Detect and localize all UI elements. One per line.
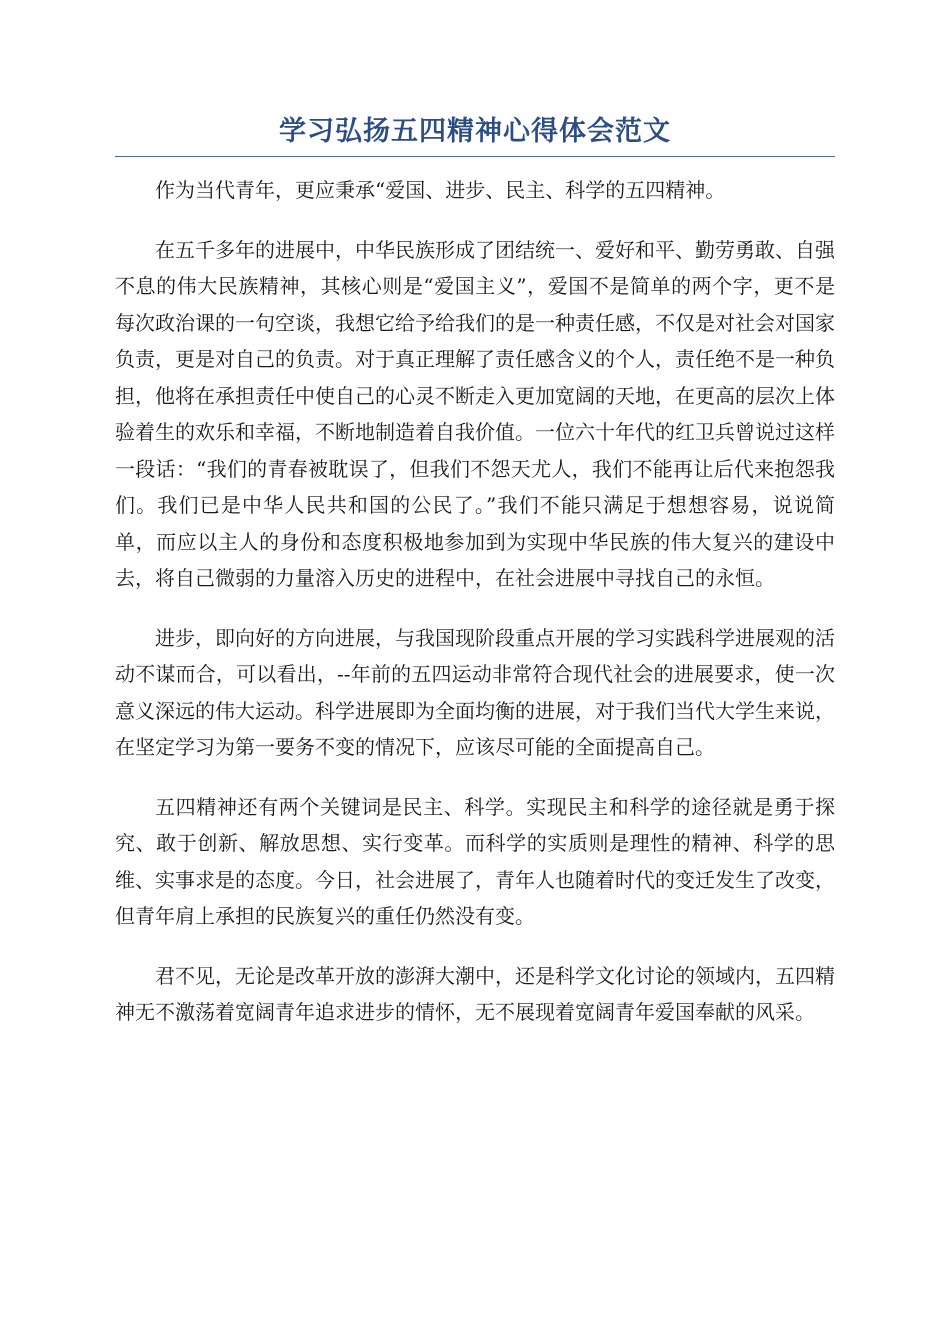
paragraph-3: 进步，即向好的方向进展，与我国现阶段重点开展的学习实践科学进展观的活动不谋而合，可以看出，--年前的五四运动非常符合现代社会的进展要求，使一次意义深远的伟大运动。科学进展即为全面均衡的进展，对于我们当代大学生来说，在坚定学习为第一要务不变的情况下，应该尽可能的全面提高自己。 bbox=[115, 625, 835, 759]
paragraph-1: 作为当代青年，更应秉承“爱国、进步、民主、科学的五四精神。 bbox=[155, 178, 726, 202]
paragraph-4: 五四精神还有两个关键词是民主、科学。实现民主和科学的途径就是勇于探究、敢于创新、解放思想、实行变革。而科学的实质则是理性的精神、科学的思维、实事求是的态度。今日，社会进展了，青年人也随着时代的变迁发生了改变，但青年肩上承担的民族复兴的重任仍然没有变。 bbox=[115, 794, 835, 928]
title-block bbox=[115, 110, 835, 157]
page-title: 学习弘扬五四精神心得体会范文 bbox=[279, 116, 671, 147]
paragraph-2: 在五千多年的进展中，中华民族形成了团结统一、爱好和平、勤劳勇敢、自强不息的伟大民族精神，其核心则是“爱国主义”，爱国不是简单的两个字，更不是每次政治课的一句空谈，我想它给予给我们的是一种责任感，不仅是对社会对国家负责，更是对自己的负责。对于真正理解了责任感含义的个人，责任绝不是一种负担，他将在承担责任中使自己的心灵不断走入更加宽阔的天地，在更高的层次上体验着生的欢乐和幸福，不断地制造着自我价值。一位六十年代的红卫兵曾说过这样一段话：“我们的青春被耽误了，但我们不怨天尤人，我们不能再让后代来抱怨我们。我们已是中华人民共和国的公民了。”我们不能只满足于想想容易，说说简单，而应以主人的身份和态度积极地参加到为实现中华民族的伟大复兴的建设中去，将自己微弱的力量溶入历史的进程中，在社会进展中寻找自己的永恒。 bbox=[115, 237, 835, 590]
paragraph-5: 君不见，无论是改革开放的澎湃大潮中，还是科学文化讨论的领域内，五四精神无不激荡着宽阔青年追求进步的情怀，无不展现着宽阔青年爱国奉献的风采。 bbox=[115, 963, 835, 1024]
document-body bbox=[115, 172, 835, 1054]
